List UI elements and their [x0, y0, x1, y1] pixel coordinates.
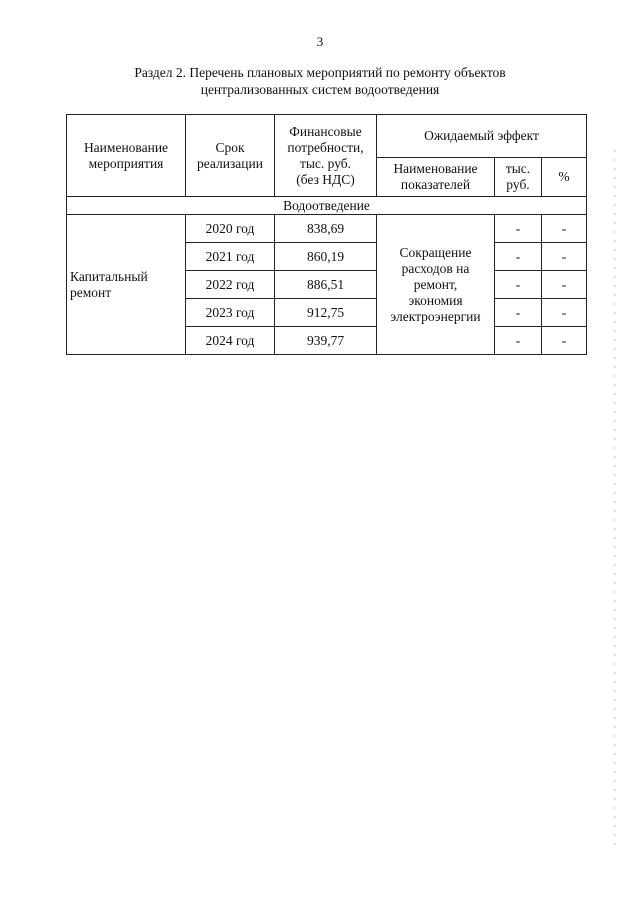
- page-number: 3: [316, 34, 324, 49]
- year-cell: 2022 год: [186, 271, 275, 299]
- scan-artifact: [614, 150, 616, 850]
- year-cell: 2024 год: [186, 327, 275, 355]
- percent-cell: -: [542, 215, 587, 243]
- activity-cell: Капитальный ремонт: [67, 215, 186, 355]
- year-cell: 2020 год: [186, 215, 275, 243]
- percent-cell: -: [542, 327, 587, 355]
- year-cell: 2021 год: [186, 243, 275, 271]
- percent-cell: -: [542, 271, 587, 299]
- rub-cell: -: [495, 299, 542, 327]
- amount-cell: 838,69: [275, 215, 377, 243]
- header-period: Срок реализации: [186, 115, 275, 197]
- header-activity-name: Наименование мероприятия: [67, 115, 186, 197]
- percent-cell: -: [542, 243, 587, 271]
- activities-table: [66, 114, 587, 355]
- year-cell: 2023 год: [186, 299, 275, 327]
- rub-cell: -: [495, 271, 542, 299]
- title-line-2: централизованных систем водоотведения: [200, 82, 440, 97]
- header-finance: Финансовые потребности, тыс. руб. (без НДС): [275, 115, 377, 197]
- percent-cell: -: [542, 299, 587, 327]
- effect-description-cell: Сокращение расходов на ремонт, экономия электроэнергии: [377, 215, 495, 355]
- amount-cell: 912,75: [275, 299, 377, 327]
- header-indicator-name: Наименование показателей: [377, 158, 495, 197]
- rub-cell: -: [495, 215, 542, 243]
- table-row: [67, 215, 587, 243]
- header-thousand-rub: тыс. руб.: [495, 158, 542, 197]
- amount-cell: 860,19: [275, 243, 377, 271]
- rub-cell: -: [495, 243, 542, 271]
- header-percent: %: [542, 158, 587, 197]
- amount-cell: 939,77: [275, 327, 377, 355]
- section-row-wastewater: Водоотведение: [67, 197, 587, 215]
- header-expected-effect: Ожидаемый эффект: [377, 115, 587, 158]
- amount-cell: 886,51: [275, 271, 377, 299]
- section-title: [60, 64, 580, 98]
- rub-cell: -: [495, 327, 542, 355]
- title-line-1: Раздел 2. Перечень плановых мероприятий по ремонту объектов: [134, 65, 506, 80]
